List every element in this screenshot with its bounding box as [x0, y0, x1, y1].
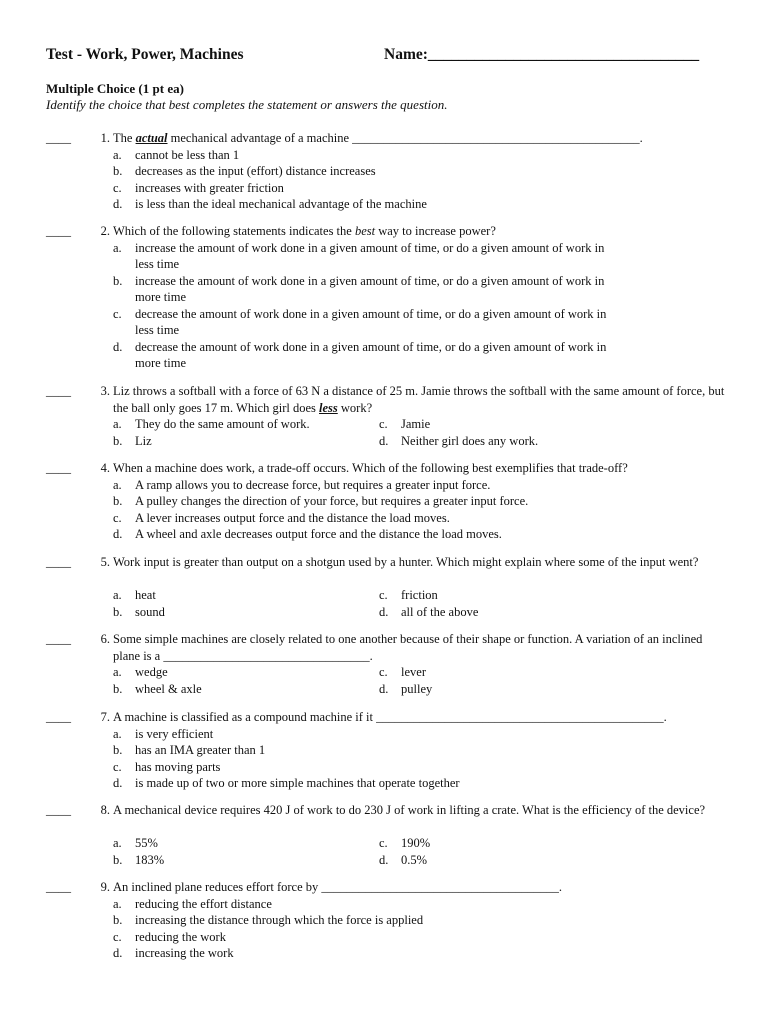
- section-instructions: Identify the choice that best completes the statement or answers the question.: [46, 97, 448, 112]
- choice-list: [113, 147, 725, 213]
- choice-letter: d.: [379, 852, 389, 867]
- choice-a: [113, 896, 725, 913]
- choice-letter: c.: [113, 306, 122, 321]
- choice-c: [113, 180, 725, 197]
- choice-text: A pulley changes the direction of your force, but requires a greater input force.: [135, 494, 529, 508]
- choice-d: [379, 604, 639, 621]
- choice-text: has moving parts: [135, 759, 221, 774]
- choice-letter: c.: [113, 929, 122, 944]
- choice-letter: b.: [113, 913, 123, 927]
- choice-list: [113, 240, 725, 372]
- choice-text: Neither girl does any work.: [401, 433, 539, 448]
- choice-text: decrease the amount of work done in a given amount of time, or do a given amount of work in less time: [135, 306, 607, 337]
- choice-text: wedge: [135, 665, 168, 679]
- choice-text: reducing the work: [135, 929, 226, 944]
- choice-letter: d.: [379, 433, 389, 448]
- choice-text: heat: [135, 588, 156, 602]
- choice-letter: c.: [379, 588, 388, 602]
- choice-letter: a.: [113, 477, 122, 492]
- question-number: 6.: [100, 632, 110, 646]
- choice-letter: b.: [113, 164, 123, 178]
- choice-a: [113, 726, 725, 743]
- stem-text: Liz throws a softball with a force of 63 N a distance of 25 m. Jamie throws the softball with the same amount of force, but the ball only goes 17 m. Which girl does: [113, 384, 725, 415]
- choice-text: 183%: [135, 852, 165, 867]
- question-stem: A mechanical device requires 420 J of work to do 230 J of work in lifting a crate. What is the efficiency of the device?: [113, 803, 706, 817]
- choice-text: reducing the effort distance: [135, 896, 272, 911]
- choice-letter: d.: [113, 776, 123, 790]
- choice-d: [113, 775, 725, 792]
- test-title: Test - Work, Power, Machines: [46, 46, 244, 63]
- choice-c: [113, 929, 725, 946]
- answer-blank: ____: [46, 461, 71, 475]
- choice-d: [113, 339, 725, 372]
- choice-text: lever: [401, 665, 426, 679]
- question-stem: Some simple machines are closely related to one another because of their shape or function. A variation of an inclined plane is a _________________________________.: [113, 632, 703, 663]
- question-stem: [113, 223, 725, 240]
- choice-letter: c.: [113, 180, 122, 195]
- question-number: 9.: [100, 880, 110, 894]
- question-stem: A machine is classified as a compound machine if it ______________________________________________.: [113, 710, 667, 724]
- choice-c: [379, 835, 639, 852]
- choice-b: [113, 493, 725, 510]
- answer-blank: ____: [46, 384, 71, 398]
- choice-text: Jamie: [401, 417, 431, 431]
- choice-d: [379, 681, 639, 698]
- stem-text: The: [113, 131, 136, 145]
- answer-blank: ____: [46, 710, 71, 724]
- stem-text: way to increase power?: [375, 224, 496, 238]
- name-field: Name:___________________________________: [384, 46, 700, 63]
- choice-b: [113, 163, 725, 180]
- answer-blank: ____: [46, 632, 71, 646]
- choice-text: friction: [401, 588, 438, 602]
- choice-text: all of the above: [401, 604, 479, 619]
- choice-letter: c.: [379, 836, 388, 850]
- answer-blank: ____: [46, 224, 71, 238]
- choice-text: wheel & axle: [135, 681, 202, 696]
- choice-d: [379, 433, 639, 450]
- choice-text: increase the amount of work done in a given amount of time, or do a given amount of work in less time: [135, 240, 605, 271]
- question-stem: Work input is greater than output on a shotgun used by a hunter. Which might explain where some of the input went?: [113, 555, 699, 569]
- question-stem: [113, 130, 725, 147]
- choice-letter: b.: [113, 273, 123, 288]
- choice-text: 55%: [135, 836, 158, 850]
- choice-letter: b.: [113, 681, 123, 696]
- choice-d: [379, 852, 639, 869]
- choice-letter: a.: [113, 417, 122, 431]
- choice-letter: b.: [113, 604, 123, 619]
- choice-text: decreases as the input (effort) distance increases: [135, 164, 376, 178]
- choice-b: [113, 852, 373, 869]
- choice-text: decrease the amount of work done in a given amount of time, or do a given amount of work in more time: [135, 339, 607, 370]
- choice-letter: d.: [379, 604, 389, 619]
- choice-letter: c.: [379, 417, 388, 431]
- choice-text: Liz: [135, 433, 152, 448]
- choice-c: [379, 416, 639, 433]
- choice-b: [113, 433, 373, 450]
- choice-a: [113, 664, 373, 681]
- choice-a: [113, 416, 373, 433]
- question-number: 4.: [100, 461, 110, 475]
- question-stem: [113, 383, 725, 416]
- choice-a: [113, 147, 725, 164]
- choice-letter: c.: [113, 510, 122, 525]
- choice-text: increasing the work: [135, 946, 234, 960]
- choice-text: cannot be less than 1: [135, 147, 240, 162]
- choice-text: 0.5%: [401, 852, 428, 867]
- choice-text: increases with greater friction: [135, 180, 284, 195]
- stem-text: mechanical advantage of a machine ______________________________________________.: [167, 131, 643, 145]
- choice-d: [113, 526, 725, 543]
- choice-text: sound: [135, 604, 165, 619]
- choice-list: [113, 896, 725, 962]
- choice-a: [113, 240, 725, 273]
- choice-text: A lever increases output force and the distance the load moves.: [135, 510, 450, 525]
- stem-emphasis: less: [319, 400, 338, 415]
- answer-blank: ____: [46, 131, 71, 145]
- choice-letter: d.: [113, 946, 123, 960]
- question-number: 1.: [100, 131, 110, 145]
- question-number: 2.: [100, 224, 110, 238]
- stem-text: work?: [337, 400, 373, 415]
- choice-b: [113, 742, 725, 759]
- choice-list: [113, 726, 725, 792]
- choice-c: [379, 587, 639, 604]
- choice-letter: b.: [113, 852, 123, 867]
- choice-letter: a.: [113, 896, 122, 911]
- choice-letter: c.: [379, 665, 388, 679]
- choice-d: [113, 196, 725, 213]
- choice-text: is less than the ideal mechanical advantage of the machine: [135, 197, 427, 211]
- choice-letter: a.: [113, 147, 122, 162]
- choice-letter: d.: [113, 339, 123, 354]
- choice-text: increasing the distance through which the force is applied: [135, 913, 424, 927]
- question-number: 8.: [100, 803, 110, 817]
- choice-b: [113, 273, 725, 306]
- choice-letter: b.: [113, 433, 123, 448]
- stem-text: Which of the following statements indicates the: [113, 224, 355, 238]
- choice-letter: c.: [113, 759, 122, 774]
- choice-text: 190%: [401, 836, 431, 850]
- choice-c: [113, 306, 725, 339]
- choice-letter: a.: [113, 240, 122, 255]
- choice-c: [379, 664, 639, 681]
- choice-a: [113, 835, 373, 852]
- question-stem: An inclined plane reduces effort force by ______________________________________.: [113, 880, 562, 894]
- choice-text: has an IMA greater than 1: [135, 743, 266, 757]
- stem-emphasis: actual: [135, 131, 168, 145]
- choice-a: [113, 477, 725, 494]
- choice-b: [113, 604, 373, 621]
- choice-letter: a.: [113, 665, 122, 679]
- answer-blank: ____: [46, 555, 71, 569]
- choice-letter: b.: [113, 743, 123, 757]
- question-number: 7.: [100, 710, 110, 724]
- choice-text: A wheel and axle decreases output force and the distance the load moves.: [135, 527, 502, 541]
- choice-text: They do the same amount of work.: [135, 417, 310, 431]
- question-number: 5.: [100, 555, 110, 569]
- choice-b: [113, 912, 725, 929]
- choice-c: [113, 510, 725, 527]
- choice-text: is very efficient: [135, 726, 214, 741]
- choice-text: pulley: [401, 681, 433, 696]
- question-number: 3.: [100, 384, 110, 398]
- choice-text: A ramp allows you to decrease force, but requires a greater input force.: [135, 477, 491, 492]
- answer-blank: ____: [46, 880, 71, 894]
- stem-emphasis: best: [354, 224, 376, 238]
- choice-letter: a.: [113, 836, 122, 850]
- choice-letter: b.: [113, 494, 123, 508]
- choice-text: is made up of two or more simple machines that operate together: [135, 776, 460, 790]
- choice-c: [113, 759, 725, 776]
- choice-letter: d.: [113, 197, 123, 211]
- choice-letter: a.: [113, 588, 122, 602]
- choice-list: [113, 477, 725, 543]
- section-title: Multiple Choice (1 pt ea): [46, 81, 184, 96]
- choice-letter: a.: [113, 726, 122, 741]
- answer-blank: ____: [46, 803, 71, 817]
- choice-letter: d.: [379, 681, 389, 696]
- choice-b: [113, 681, 373, 698]
- choice-d: [113, 945, 725, 962]
- choice-letter: d.: [113, 527, 123, 541]
- choice-a: [113, 587, 373, 604]
- choice-text: increase the amount of work done in a given amount of time, or do a given amount of work in more time: [135, 273, 605, 304]
- question-stem: When a machine does work, a trade-off occurs. Which of the following best exemplifies that trade-off?: [113, 461, 628, 475]
